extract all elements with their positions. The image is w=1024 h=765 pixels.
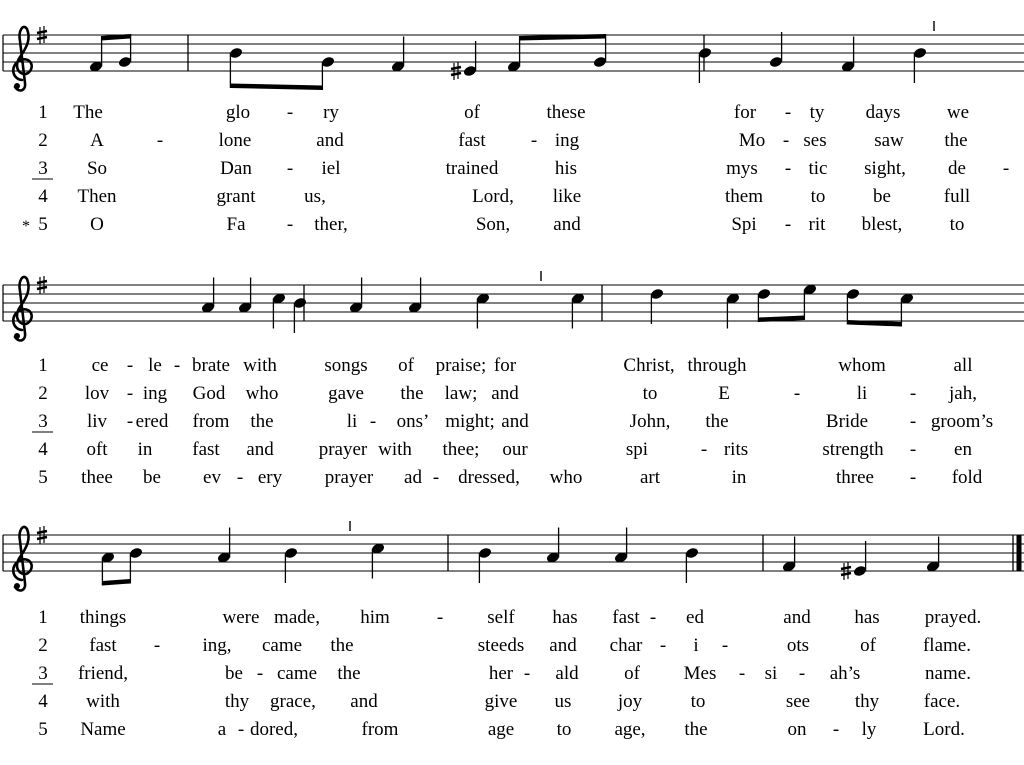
- lyric-syllable: of: [464, 102, 480, 123]
- lyric-syllable: grant: [216, 186, 256, 207]
- lyric-syllable: thee;: [442, 439, 480, 460]
- treble-clef-tail: [14, 333, 20, 339]
- lyric-syllable: O: [90, 214, 104, 235]
- lyric-syllable: ons’: [396, 411, 430, 432]
- lyric-syllable: has: [854, 607, 880, 628]
- lyric-syllable: Lord.: [923, 719, 965, 740]
- lyric-syllable: prayer: [318, 439, 368, 460]
- lyric-syllable: see: [785, 691, 811, 712]
- lyric-syllable: So: [86, 158, 108, 179]
- lyric-syllable: strength: [822, 439, 884, 460]
- lyric-syllable: and: [491, 383, 519, 404]
- lyric-syllable: full: [943, 186, 971, 207]
- lyric-syllable: lov: [84, 383, 110, 404]
- lyric-syllable: ly: [861, 719, 877, 740]
- lyric-syllable: Then: [77, 186, 117, 207]
- lyric-syllable: our: [502, 439, 528, 460]
- lyric-syllable: ing: [142, 383, 168, 404]
- lyric-syllable: on: [787, 719, 807, 740]
- syllable-hyphen: -: [721, 635, 729, 656]
- verse-number: 3: [38, 663, 48, 684]
- lyric-syllable: from: [361, 719, 399, 740]
- lyric-syllable: in: [137, 439, 153, 460]
- syllable-hyphen: -: [523, 663, 531, 684]
- syllable-hyphen: -: [126, 411, 134, 432]
- music-system-2: [3, 271, 1024, 340]
- lyric-syllable: thy: [224, 691, 250, 712]
- verse-number: 1: [38, 102, 48, 123]
- lyric-syllable: came: [261, 635, 303, 656]
- lyric-syllable: gave: [328, 383, 364, 404]
- lyric-syllable: Spi: [731, 214, 757, 235]
- lyric-syllable: rit: [808, 214, 826, 235]
- lyric-syllable: all: [953, 355, 973, 376]
- lyric-syllable: give: [484, 691, 518, 712]
- lyric-syllable: ev: [203, 467, 221, 488]
- lyric-syllable: who: [549, 467, 583, 488]
- verse-number: 3: [38, 158, 48, 179]
- lyric-syllable: thee: [81, 467, 113, 488]
- lyric-syllable: prayed.: [924, 607, 982, 628]
- lyric-syllable: be: [143, 467, 161, 488]
- lyric-syllable: to: [810, 186, 826, 207]
- lyric-syllable: ing,: [202, 635, 232, 656]
- lyric-syllable: age: [487, 719, 515, 740]
- syllable-hyphen: -: [432, 467, 440, 488]
- syllable-hyphen: -: [909, 383, 917, 404]
- lyric-syllable: char: [609, 635, 643, 656]
- lyric-syllable: en: [954, 439, 972, 460]
- lyric-syllable: A: [90, 130, 104, 151]
- lyric-syllable: Bride: [825, 411, 869, 432]
- lyric-syllable: his: [554, 158, 578, 179]
- lyric-syllable: to: [690, 691, 706, 712]
- syllable-hyphen: -: [832, 719, 840, 740]
- lyric-syllable: law;: [444, 383, 478, 404]
- lyric-syllable: dored,: [249, 719, 299, 740]
- lyric-syllable: him: [360, 607, 390, 628]
- lyric-syllable: ry: [323, 102, 339, 123]
- lyrics-system-1: [22, 102, 1009, 235]
- lyric-syllable: the: [684, 719, 708, 740]
- lyric-syllable: mys: [726, 158, 758, 179]
- lyric-syllable: and: [246, 439, 274, 460]
- lyric-syllable: friend,: [77, 663, 129, 684]
- lyric-syllable: a: [217, 719, 227, 740]
- syllable-hyphen: -: [909, 467, 917, 488]
- lyric-syllable: Mo: [738, 130, 766, 151]
- lyric-syllable: thy: [854, 691, 880, 712]
- lyric-syllable: fast: [612, 607, 640, 628]
- lyric-syllable: Christ,: [623, 355, 675, 376]
- lyric-syllable: ty: [809, 102, 825, 123]
- lyric-syllable: us: [554, 691, 572, 712]
- syllable-hyphen: -: [700, 439, 708, 460]
- lyric-syllable: has: [552, 607, 578, 628]
- lyric-syllable: li: [856, 383, 868, 404]
- lyric-syllable: Name: [80, 719, 126, 740]
- lyric-syllable: ses: [803, 130, 827, 151]
- syllable-hyphen: -: [530, 130, 538, 151]
- lyric-syllable: liv: [86, 411, 108, 432]
- lyric-syllable: ed: [686, 607, 704, 628]
- syllable-hyphen: -: [782, 130, 790, 151]
- lyric-syllable: grace,: [270, 691, 316, 712]
- lyric-syllable: Lord,: [472, 186, 514, 207]
- verse-number: 2: [38, 635, 48, 656]
- lyric-syllable: we: [946, 102, 970, 123]
- lyric-syllable: of: [860, 635, 876, 656]
- lyric-syllable: Son,: [475, 214, 511, 235]
- treble-clef-icon: [13, 27, 31, 91]
- music-system-1: [3, 21, 1024, 90]
- syllable-hyphen: -: [236, 467, 244, 488]
- lyric-syllable: rits: [723, 439, 749, 460]
- lyric-syllable: three: [836, 467, 874, 488]
- lyric-syllable: the: [944, 130, 968, 151]
- lyric-syllable: through: [687, 355, 747, 376]
- lyric-syllable: steeds: [477, 635, 525, 656]
- lyric-syllable: praise;: [435, 355, 487, 376]
- lyric-syllable: i: [693, 635, 699, 656]
- lyric-syllable: who: [245, 383, 279, 404]
- lyric-syllable: Fa: [226, 214, 246, 235]
- lyric-syllable: li: [346, 411, 358, 432]
- verse-number: 5: [38, 719, 48, 740]
- lyric-syllable: the: [330, 635, 354, 656]
- lyric-syllable: the: [337, 663, 361, 684]
- lyric-syllable: Dan: [220, 158, 252, 179]
- syllable-hyphen: -: [784, 214, 792, 235]
- treble-clef-tail: [14, 83, 20, 89]
- lyric-syllable: the: [250, 411, 274, 432]
- lyric-syllable: be: [225, 663, 243, 684]
- lyric-syllable: ad: [404, 467, 422, 488]
- lyric-syllable: the: [705, 411, 729, 432]
- lyric-syllable: might;: [445, 411, 495, 432]
- verse-number: 1: [38, 607, 48, 628]
- syllable-hyphen: -: [784, 102, 792, 123]
- lyric-syllable: for: [493, 355, 517, 376]
- lyric-syllable: and: [553, 214, 581, 235]
- lyric-syllable: fast: [192, 439, 220, 460]
- syllable-hyphen: -: [738, 663, 746, 684]
- verse-number: 1: [38, 355, 48, 376]
- lyric-syllable: glo: [225, 102, 251, 123]
- lyric-syllable: to: [949, 214, 965, 235]
- lyric-syllable: us,: [304, 186, 326, 207]
- lyric-syllable: oft: [86, 439, 108, 460]
- syllable-hyphen: -: [173, 355, 181, 376]
- lyric-syllable: name.: [925, 663, 971, 684]
- lyric-syllable: in: [731, 467, 747, 488]
- lyric-syllable: ered: [135, 411, 169, 432]
- lyric-syllable: John,: [629, 411, 671, 432]
- lyric-syllable: joy: [617, 691, 643, 712]
- syllable-hyphen: -: [784, 158, 792, 179]
- lyric-syllable: face.: [923, 691, 961, 712]
- lyric-syllable: from: [192, 411, 230, 432]
- lyric-syllable: le: [148, 355, 162, 376]
- lyric-syllable: to: [556, 719, 572, 740]
- lyric-syllable: the: [400, 383, 424, 404]
- syllable-hyphen: -: [286, 158, 294, 179]
- lyric-syllable: ald: [555, 663, 579, 684]
- lyric-syllable: iel: [321, 158, 341, 179]
- verse-number: 5: [38, 467, 48, 488]
- lyric-syllable: E: [718, 383, 730, 404]
- syllable-hyphen: -: [237, 719, 245, 740]
- lyric-syllable: whom: [838, 355, 886, 376]
- lyric-syllable: with: [378, 439, 412, 460]
- lyric-syllable: si: [764, 663, 778, 684]
- lyric-syllable: to: [642, 383, 658, 404]
- verse-number: 2: [38, 130, 48, 151]
- lyric-syllable: fast: [89, 635, 117, 656]
- lyric-syllable: and: [316, 130, 344, 151]
- lyric-syllable: came: [276, 663, 318, 684]
- verse-number: 4: [38, 439, 48, 460]
- eighth-beam: [102, 579, 130, 586]
- lyric-syllable: with: [243, 355, 277, 376]
- verse-number: 3: [38, 411, 48, 432]
- lyric-syllable: Mes: [683, 663, 717, 684]
- lyric-syllable: and: [783, 607, 811, 628]
- lyric-syllable: de: [948, 158, 966, 179]
- lyric-syllable: dressed,: [458, 467, 520, 488]
- lyric-syllable: trained: [445, 158, 499, 179]
- lyric-syllable: these: [546, 102, 586, 123]
- verse-number: 5: [38, 214, 48, 235]
- lyric-syllable: with: [86, 691, 120, 712]
- lyric-syllable: fold: [951, 467, 983, 488]
- syllable-hyphen: -: [126, 355, 134, 376]
- lyric-syllable: and: [549, 635, 577, 656]
- syllable-hyphen: -: [798, 663, 806, 684]
- lyric-syllable: spi: [625, 439, 649, 460]
- lyric-syllable: and: [350, 691, 378, 712]
- treble-clef-tail: [14, 583, 20, 589]
- syllable-hyphen: -: [1002, 158, 1010, 179]
- lyric-syllable: jah,: [949, 383, 977, 404]
- lyric-syllable: and: [501, 411, 529, 432]
- syllable-hyphen: -: [793, 383, 801, 404]
- lyric-syllable: things: [79, 607, 127, 628]
- lyric-syllable: ery: [257, 467, 283, 488]
- doxology-asterisk-icon: *: [22, 218, 30, 235]
- lyric-syllable: her: [488, 663, 514, 684]
- syllable-hyphen: -: [659, 635, 667, 656]
- syllable-hyphen: -: [153, 635, 161, 656]
- lyric-syllable: for: [733, 102, 757, 123]
- lyric-syllable: groom’s: [930, 411, 994, 432]
- lyric-syllable: saw: [874, 130, 904, 151]
- lyric-syllable: were: [222, 607, 260, 628]
- lyric-syllable: songs: [324, 355, 368, 376]
- eighth-beam: [230, 84, 322, 91]
- lyric-syllable: them: [725, 186, 763, 207]
- lyrics-system-3: [32, 607, 981, 740]
- lyric-syllable: art: [639, 467, 661, 488]
- lyric-syllable: ce: [91, 355, 109, 376]
- syllable-hyphen: -: [126, 383, 134, 404]
- lyric-syllable: prayer: [324, 467, 374, 488]
- syllable-hyphen: -: [909, 439, 917, 460]
- syllable-hyphen: -: [286, 214, 294, 235]
- lyric-syllable: be: [873, 186, 891, 207]
- lyric-syllable: like: [552, 186, 582, 207]
- syllable-hyphen: -: [649, 607, 657, 628]
- syllable-hyphen: -: [436, 607, 444, 628]
- lyric-syllable: blest,: [861, 214, 903, 235]
- lyric-syllable: of: [398, 355, 414, 376]
- lyric-syllable: age,: [614, 719, 646, 740]
- syllable-hyphen: -: [156, 130, 164, 151]
- lyric-syllable: ing: [554, 130, 580, 151]
- verse-number: 4: [38, 186, 48, 207]
- syllable-hyphen: -: [256, 663, 264, 684]
- syllable-hyphen: -: [286, 102, 294, 123]
- lyric-syllable: God: [192, 383, 226, 404]
- treble-clef-icon: [13, 277, 31, 341]
- lyric-syllable: sight,: [864, 158, 906, 179]
- lyric-syllable: ah’s: [829, 663, 861, 684]
- treble-clef-icon: [13, 527, 31, 591]
- music-system-3: [3, 521, 1024, 590]
- lyrics-system-2: [32, 355, 993, 488]
- lyric-syllable: days: [865, 102, 901, 123]
- lyric-syllable: brate: [192, 355, 230, 376]
- lyric-syllable: made,: [274, 607, 320, 628]
- lyric-syllable: fast: [458, 130, 486, 151]
- lyric-syllable: self: [487, 607, 515, 628]
- lyric-syllable: ots: [786, 635, 810, 656]
- verse-number: 4: [38, 691, 48, 712]
- lyric-syllable: The: [73, 102, 103, 123]
- lyric-syllable: of: [624, 663, 640, 684]
- lyric-syllable: ther,: [314, 214, 348, 235]
- lyric-syllable: flame.: [922, 635, 972, 656]
- verse-number: 2: [38, 383, 48, 404]
- syllable-hyphen: -: [909, 411, 917, 432]
- lyric-syllable: tic: [808, 158, 828, 179]
- syllable-hyphen: -: [369, 411, 377, 432]
- lyric-syllable: lone: [218, 130, 252, 151]
